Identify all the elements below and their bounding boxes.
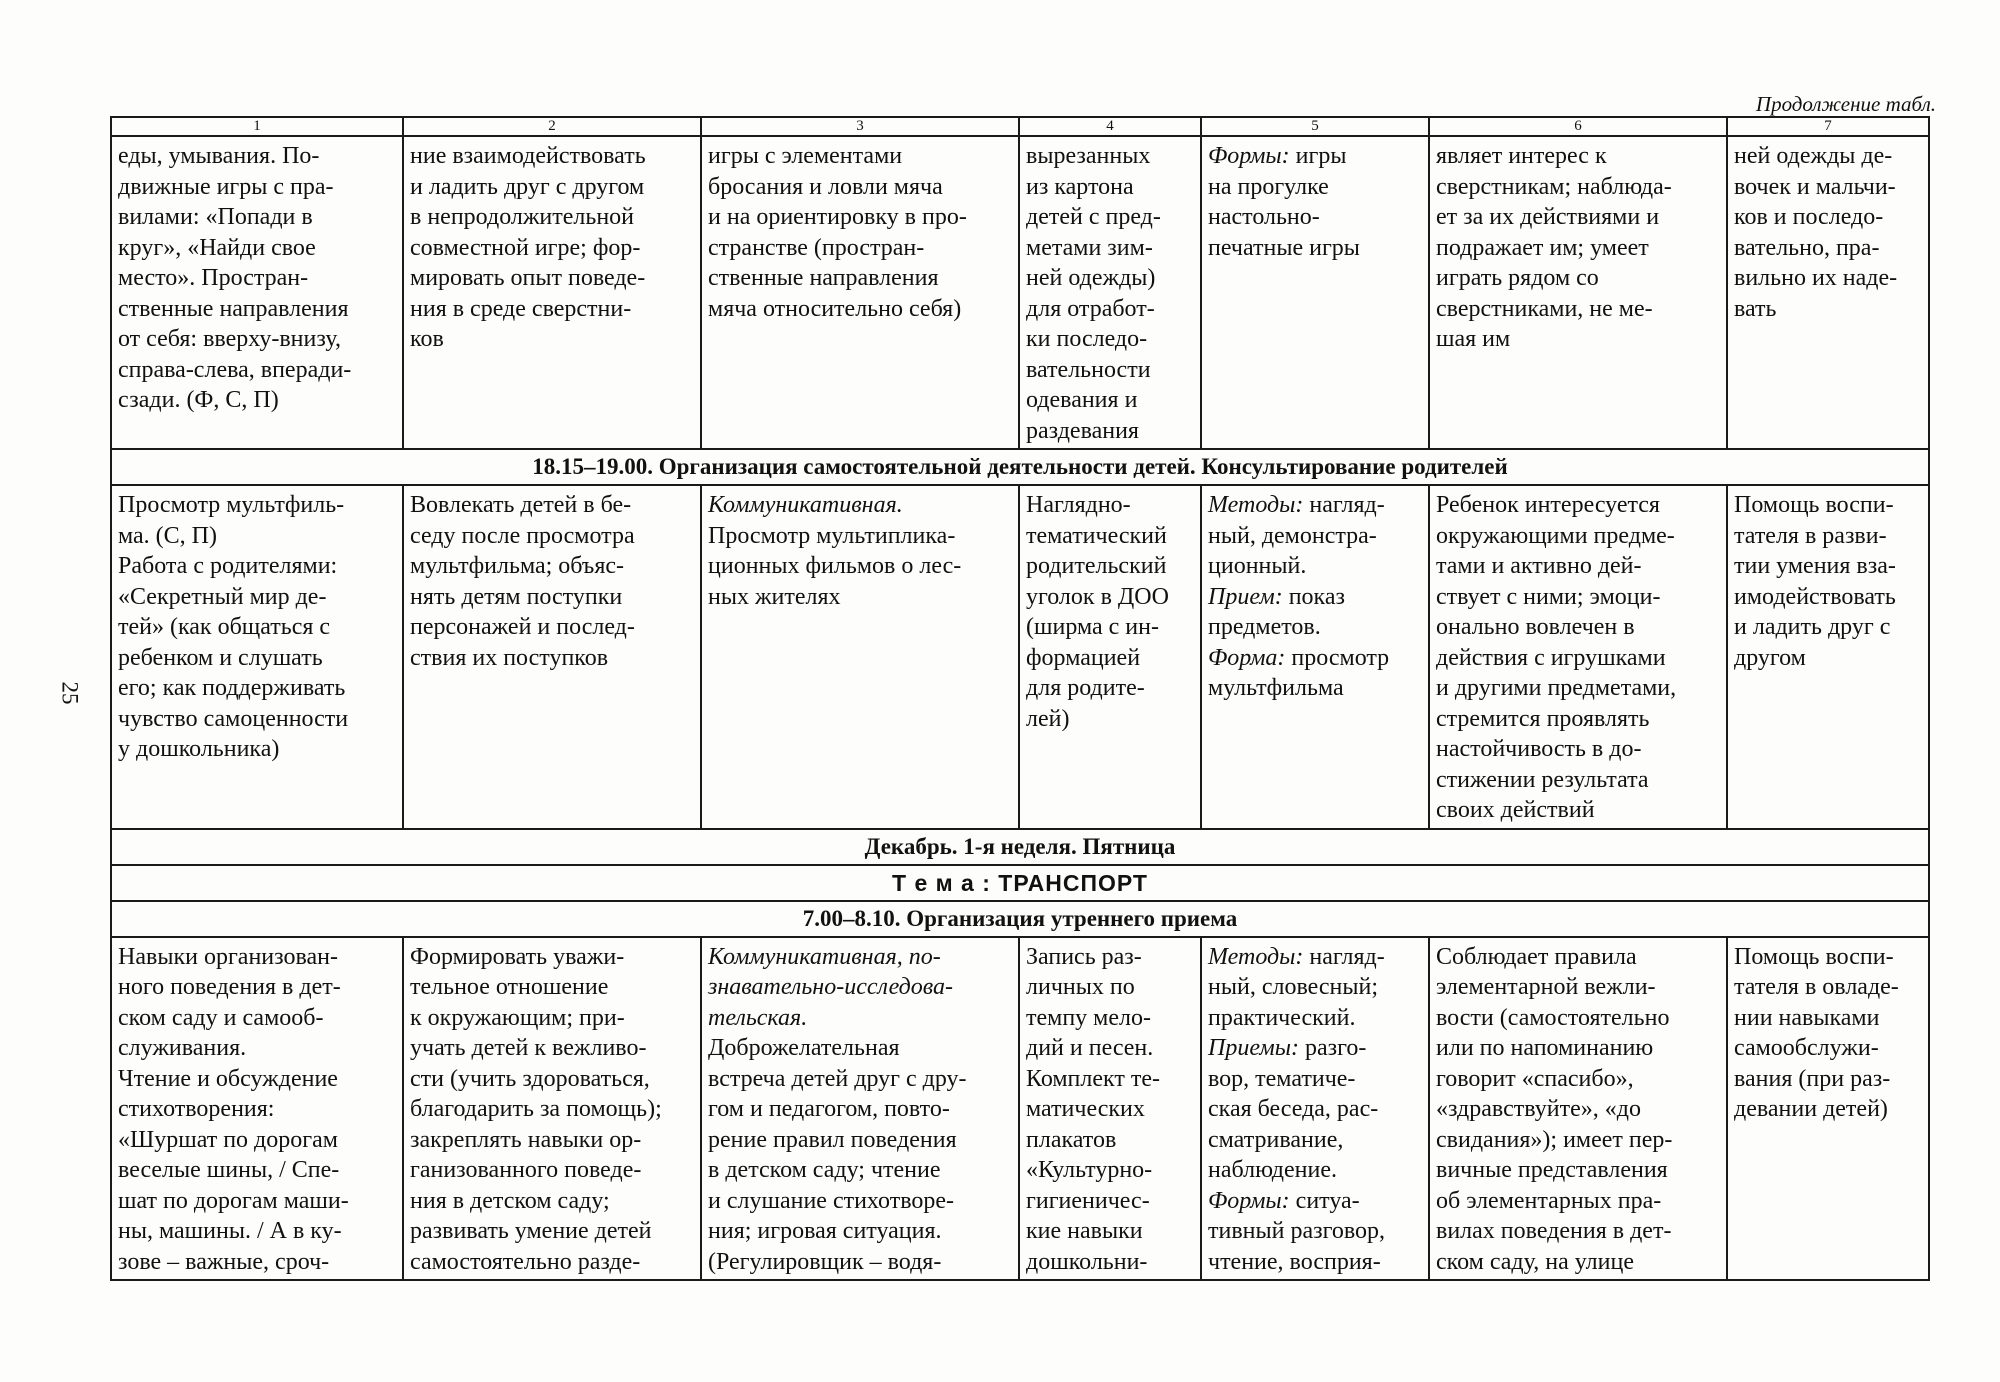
text-line: шая им [1436, 326, 1511, 352]
section-title-day: Декабрь. 1-я неделя. Пятница [111, 829, 1929, 865]
text-line: ние взаимодействовать [410, 143, 646, 169]
text-line: чтение, восприя- [1208, 1248, 1381, 1275]
text-line: гигиеничес- [1026, 1187, 1150, 1214]
text-line: онально вовлечен в [1436, 614, 1635, 640]
text-line: Ребенок интересуется [1436, 492, 1660, 518]
text-line: ском саду, на улице [1436, 1248, 1634, 1275]
text-line: Доброжелательная [708, 1035, 900, 1061]
activity-text [708, 521, 1012, 613]
text-line: ков и последо- [1734, 204, 1884, 230]
text-line: «Секретный мир де- [118, 583, 327, 610]
text-line: персонажей и послед- [410, 614, 635, 640]
techniques-text: разго- [1298, 1035, 1367, 1061]
text-line: тивный разговор, [1208, 1218, 1386, 1244]
text-line: личных по [1026, 974, 1135, 1000]
text-line: ет за их действиями и [1436, 204, 1660, 230]
label-technique: Прием: [1208, 583, 1283, 610]
section-heading-row [111, 829, 1929, 865]
cell-environment [1019, 937, 1201, 1281]
text-line: уголок в ДОО [1026, 583, 1169, 610]
text-line: ционных фильмов о лес- [708, 553, 962, 579]
text-line: Чтение и обсуждение [118, 1065, 338, 1092]
text-line: окружающими предме- [1436, 522, 1675, 549]
text-line: или по напоминанию [1436, 1035, 1654, 1061]
technique-text: показ [1282, 583, 1345, 610]
text-line: благодарить за помощь); [410, 1096, 662, 1122]
text-line: игры с элементами [708, 143, 903, 169]
text-line: вательно, пра- [1734, 234, 1880, 261]
text-line: в детском саду; чтение [708, 1157, 941, 1183]
text-line: ционный. [1208, 553, 1307, 579]
table-row [111, 485, 1929, 829]
text-line: действия с игрушками [1436, 644, 1666, 671]
text-line: у дошкольника) [118, 736, 280, 762]
text-line: ственные направления [708, 265, 939, 291]
text-line: мировать опыт поведе- [410, 265, 646, 291]
text-line: лей) [1026, 705, 1070, 732]
forms-text: ситуа- [1289, 1187, 1360, 1214]
text-line: ственные направления [118, 295, 349, 322]
text-line: вырезанных [1026, 143, 1151, 169]
text-line: раздевания [1026, 417, 1139, 444]
text-line: «здравствуйте», «до [1436, 1096, 1641, 1122]
text-line: плакатов [1026, 1126, 1117, 1153]
table-continuation-caption: Продолжение табл. [1755, 92, 1936, 116]
text-line: тии умения вза- [1734, 553, 1896, 579]
cell-activity [701, 937, 1019, 1281]
text-line: ганизованного поведе- [410, 1157, 642, 1183]
text-line: Навыки организован- [118, 943, 338, 970]
text-line: ствия их поступков [410, 644, 609, 671]
cell-methods [1201, 136, 1429, 449]
col-number-7: 7 [1727, 117, 1929, 136]
label-form: Форма: [1208, 644, 1286, 671]
text-line: имодействовать [1734, 583, 1896, 610]
text-line: совместной игре; фор- [410, 234, 641, 261]
label-techniques: Приемы: [1208, 1035, 1299, 1061]
text-line: ный, демонстра- [1208, 522, 1377, 549]
cell-content [111, 485, 403, 829]
text-line: Просмотр мультиплика- [708, 522, 956, 549]
text-line: знавательно-исследова- [708, 974, 954, 1000]
text-line: другом [1734, 644, 1806, 671]
cell-content [111, 136, 403, 449]
text-line: матических [1026, 1096, 1145, 1122]
text-line: и ладить друг с [1734, 614, 1891, 640]
section-heading-row [111, 449, 1929, 485]
text-line: сматривание, [1208, 1126, 1344, 1153]
text-line: сверстниками, не ме- [1436, 295, 1653, 322]
text-line: тей» (как общаться с [118, 614, 331, 640]
text-line: Помощь воспи- [1734, 492, 1894, 518]
text-line: Работа с родителями: [118, 553, 338, 579]
text-line: ных жителях [708, 583, 841, 610]
cell-environment [1019, 485, 1201, 829]
cell-methods [1201, 485, 1429, 829]
text-line: наблюдение. [1208, 1157, 1337, 1183]
form-text: просмотр [1285, 644, 1390, 671]
section-heading-row [111, 865, 1929, 901]
col-number-2: 2 [403, 117, 701, 136]
text-line: свидания»); имеет пер- [1436, 1126, 1673, 1153]
text-line: движные игры с пра- [118, 173, 334, 200]
cell-methods [1201, 937, 1429, 1281]
text-line: вания (при раз- [1734, 1065, 1891, 1092]
cell-activity [701, 485, 1019, 829]
text-line: шат по дорогам маши- [118, 1187, 349, 1214]
text-line: детей с пред- [1026, 204, 1161, 230]
text-line: сти (учить здороваться, [410, 1065, 650, 1092]
text-line: тателя в разви- [1734, 522, 1887, 549]
section-title-evening: 18.15–19.00. Организация самостоятельной деятельности детей. Консультирование родителей [111, 449, 1929, 485]
text-line: ки последо- [1026, 326, 1148, 352]
methods-text: нагляд- [1303, 943, 1385, 970]
label-methods: Методы: [1208, 943, 1304, 970]
cell-support [1727, 937, 1929, 1281]
techniques-text-cont [1208, 1064, 1422, 1186]
text-line: ны, машины. / А в ку- [118, 1218, 342, 1244]
text-line: одевания и [1026, 387, 1138, 413]
text-line: вилах поведения в дет- [1436, 1218, 1672, 1244]
text-line: гом и педагогом, повто- [708, 1096, 950, 1122]
text-line: сзади. (Ф, С, П) [118, 387, 279, 413]
text-line: место». Простран- [118, 265, 309, 291]
column-number-row [111, 117, 1929, 136]
text-line: его; как поддерживать [118, 675, 346, 701]
text-line: самообслужи- [1734, 1035, 1879, 1061]
text-line: развивать умение детей [410, 1218, 652, 1244]
text-line: для отработ- [1026, 295, 1155, 322]
text-line: круг», «Найди свое [118, 234, 316, 261]
text-line: седу после просмотра [410, 522, 635, 549]
text-line: в непродолжительной [410, 204, 635, 230]
text-line: от себя: вверху-внизу, [118, 326, 341, 352]
cell-support [1727, 485, 1929, 829]
text-line: подражает им; умеет [1436, 234, 1649, 261]
text-line: ный, словесный; [1208, 974, 1379, 1000]
text-line: чувство самоценности [118, 705, 349, 732]
forms-text-cont [1208, 1216, 1422, 1277]
text-line: сверстникам; наблюда- [1436, 173, 1672, 200]
text-line: тематический [1026, 522, 1167, 549]
col-number-3: 3 [701, 117, 1019, 136]
text-line: Запись раз- [1026, 943, 1142, 970]
table-row [111, 937, 1929, 1281]
text-line: тателя в овладе- [1734, 974, 1899, 1000]
text-line: самостоятельно разде- [410, 1248, 641, 1275]
text-line: ская беседа, рас- [1208, 1096, 1379, 1122]
text-line: на прогулке [1208, 173, 1329, 200]
text-line: справа-слева, вперади- [118, 356, 352, 383]
text-line: стихотворения: [118, 1096, 275, 1122]
cell-tasks [403, 937, 701, 1281]
text-line: встреча детей друг с дру- [708, 1065, 967, 1092]
schedule-table [110, 116, 1930, 1281]
text-line: вилами: «Попади в [118, 204, 313, 230]
cell-content [111, 937, 403, 1281]
section-title-morning: 7.00–8.10. Организация утреннего приема [111, 901, 1929, 937]
text-line: печатные игры [1208, 234, 1360, 261]
text-line: дий и песен. [1026, 1035, 1154, 1061]
text-line: тами и активно дей- [1436, 553, 1642, 579]
text-line: зове – важные, сроч- [118, 1248, 330, 1275]
label-forms: Формы: [1208, 143, 1290, 169]
text-line: учать детей к вежливо- [410, 1035, 647, 1061]
text-line: ния в среде сверстни- [410, 295, 632, 322]
text-line: и другими предметами, [1436, 675, 1677, 701]
page-number: 25 [57, 681, 83, 705]
table-row [111, 136, 1929, 449]
text-line: ствует с ними; эмоци- [1436, 583, 1661, 610]
text-line: ного поведения в дет- [118, 974, 341, 1000]
technique-text-cont [1208, 612, 1422, 643]
text-line: мультфильма [1208, 675, 1344, 701]
cell-outcomes [1429, 937, 1727, 1281]
text-line: Наглядно- [1026, 492, 1131, 518]
methods-text: нагляд- [1303, 492, 1385, 518]
text-line: ния в детском саду; [410, 1187, 610, 1214]
cell-tasks [403, 485, 701, 829]
text-line: вательности [1026, 356, 1151, 383]
text-line: темпу мело- [1026, 1004, 1151, 1031]
text-line: вать [1734, 295, 1777, 322]
text-line: Соблюдает правила [1436, 943, 1637, 970]
text-line: девании детей) [1734, 1096, 1888, 1122]
text-line: Коммуникативная, по- [708, 943, 941, 970]
text-line: и ладить друг с другом [410, 173, 645, 200]
col-number-4: 4 [1019, 117, 1201, 136]
text-line: и на ориентировку в про- [708, 204, 967, 230]
text-line: ней одежды) [1026, 265, 1156, 291]
text-line: и слушание стихотворе- [708, 1187, 954, 1214]
text-line: к окружающим; при- [410, 1004, 625, 1031]
text-line: вор, тематиче- [1208, 1065, 1356, 1092]
text-line: странстве (простран- [708, 234, 925, 261]
text-line: Вовлекать детей в бе- [410, 492, 632, 518]
text-line: для родите- [1026, 675, 1145, 701]
cell-environment [1019, 136, 1201, 449]
cell-support [1727, 136, 1929, 449]
text-line: (ширма с ин- [1026, 614, 1159, 640]
text-line: служивания. [118, 1035, 247, 1061]
col-number-1: 1 [111, 117, 403, 136]
text-line: настойчивость в до- [1436, 736, 1642, 762]
text-line: Формировать уважи- [410, 943, 625, 970]
activity-text [708, 1033, 1012, 1277]
text-line: ребенком и слушать [118, 644, 323, 671]
text-line: ков [410, 326, 444, 352]
cell-outcomes [1429, 485, 1727, 829]
text-line: родительский [1026, 553, 1167, 579]
text-line: ней одежды де- [1734, 143, 1893, 169]
label-methods: Методы: [1208, 492, 1304, 518]
label-activity-type [708, 942, 1012, 1034]
text-line: предметов. [1208, 614, 1321, 640]
text-line: кие навыки [1026, 1218, 1143, 1244]
text-line: (Регулировщик – водя- [708, 1248, 942, 1275]
label-activity-type: Коммуникативная. [708, 492, 903, 518]
text-line: элементарной вежли- [1436, 974, 1656, 1000]
text-line: формацией [1026, 644, 1141, 671]
text-line: мультфильма; объяс- [410, 553, 624, 579]
text-line: дошкольни- [1026, 1248, 1148, 1275]
label-forms: Формы: [1208, 1187, 1290, 1214]
text-line: стремится проявлять [1436, 705, 1650, 732]
text-line: являет интерес к [1436, 143, 1607, 169]
methods-text-cont [1208, 521, 1422, 582]
text-line: Просмотр мультфиль- [118, 492, 345, 518]
text-line: из картона [1026, 173, 1134, 200]
text-line: настольно- [1208, 204, 1320, 230]
text-line: тельное отношение [410, 974, 609, 1000]
text-line: метами зим- [1026, 234, 1153, 261]
text-line: Комплект те- [1026, 1065, 1160, 1092]
text-line: ма. (С, П) [118, 522, 217, 549]
col-number-5: 5 [1201, 117, 1429, 136]
text-line: еды, умывания. По- [118, 143, 320, 169]
text-line: тельская. [708, 1004, 808, 1031]
text-line: «Шуршат по дорогам [118, 1126, 338, 1153]
text-line: мяча относительно себя) [708, 295, 962, 322]
text-line: говорит «спасибо», [1436, 1065, 1634, 1092]
text-line: бросания и ловли мяча [708, 173, 943, 200]
text-line: рение правил поведения [708, 1126, 957, 1153]
text-line: ском саду и самооб- [118, 1004, 324, 1031]
text-line: стижении результата [1436, 766, 1649, 793]
text-line: об элементарных пра- [1436, 1187, 1662, 1214]
text-line: «Культурно- [1026, 1157, 1153, 1183]
cell-outcomes [1429, 136, 1727, 449]
text-line: нии навыками [1734, 1004, 1880, 1031]
cell-tasks [403, 136, 701, 449]
text-line: ния; игровая ситуация. [708, 1218, 942, 1244]
text-line: веселые шины, / Спе- [118, 1157, 340, 1183]
text-line: вости (самостоятельно [1436, 1004, 1670, 1031]
text-line: нять детям поступки [410, 583, 623, 610]
section-heading-row [111, 901, 1929, 937]
text-line: Помощь воспи- [1734, 943, 1894, 970]
text-line: вильно их наде- [1734, 265, 1898, 291]
methods-text-cont [1208, 972, 1422, 1033]
text-line: вичные представления [1436, 1157, 1668, 1183]
text-line: игры [1289, 143, 1347, 169]
text-line: вочек и мальчи- [1734, 173, 1896, 200]
text-line: своих действий [1436, 797, 1595, 823]
section-title-theme: Т е м а : ТРАНСПОРТ [111, 865, 1929, 901]
text-line: практический. [1208, 1004, 1356, 1031]
cell-activity [701, 136, 1019, 449]
text-line: играть рядом со [1436, 265, 1599, 291]
text-line: закреплять навыки ор- [410, 1126, 642, 1153]
form-text-cont [1208, 673, 1422, 704]
col-number-6: 6 [1429, 117, 1727, 136]
